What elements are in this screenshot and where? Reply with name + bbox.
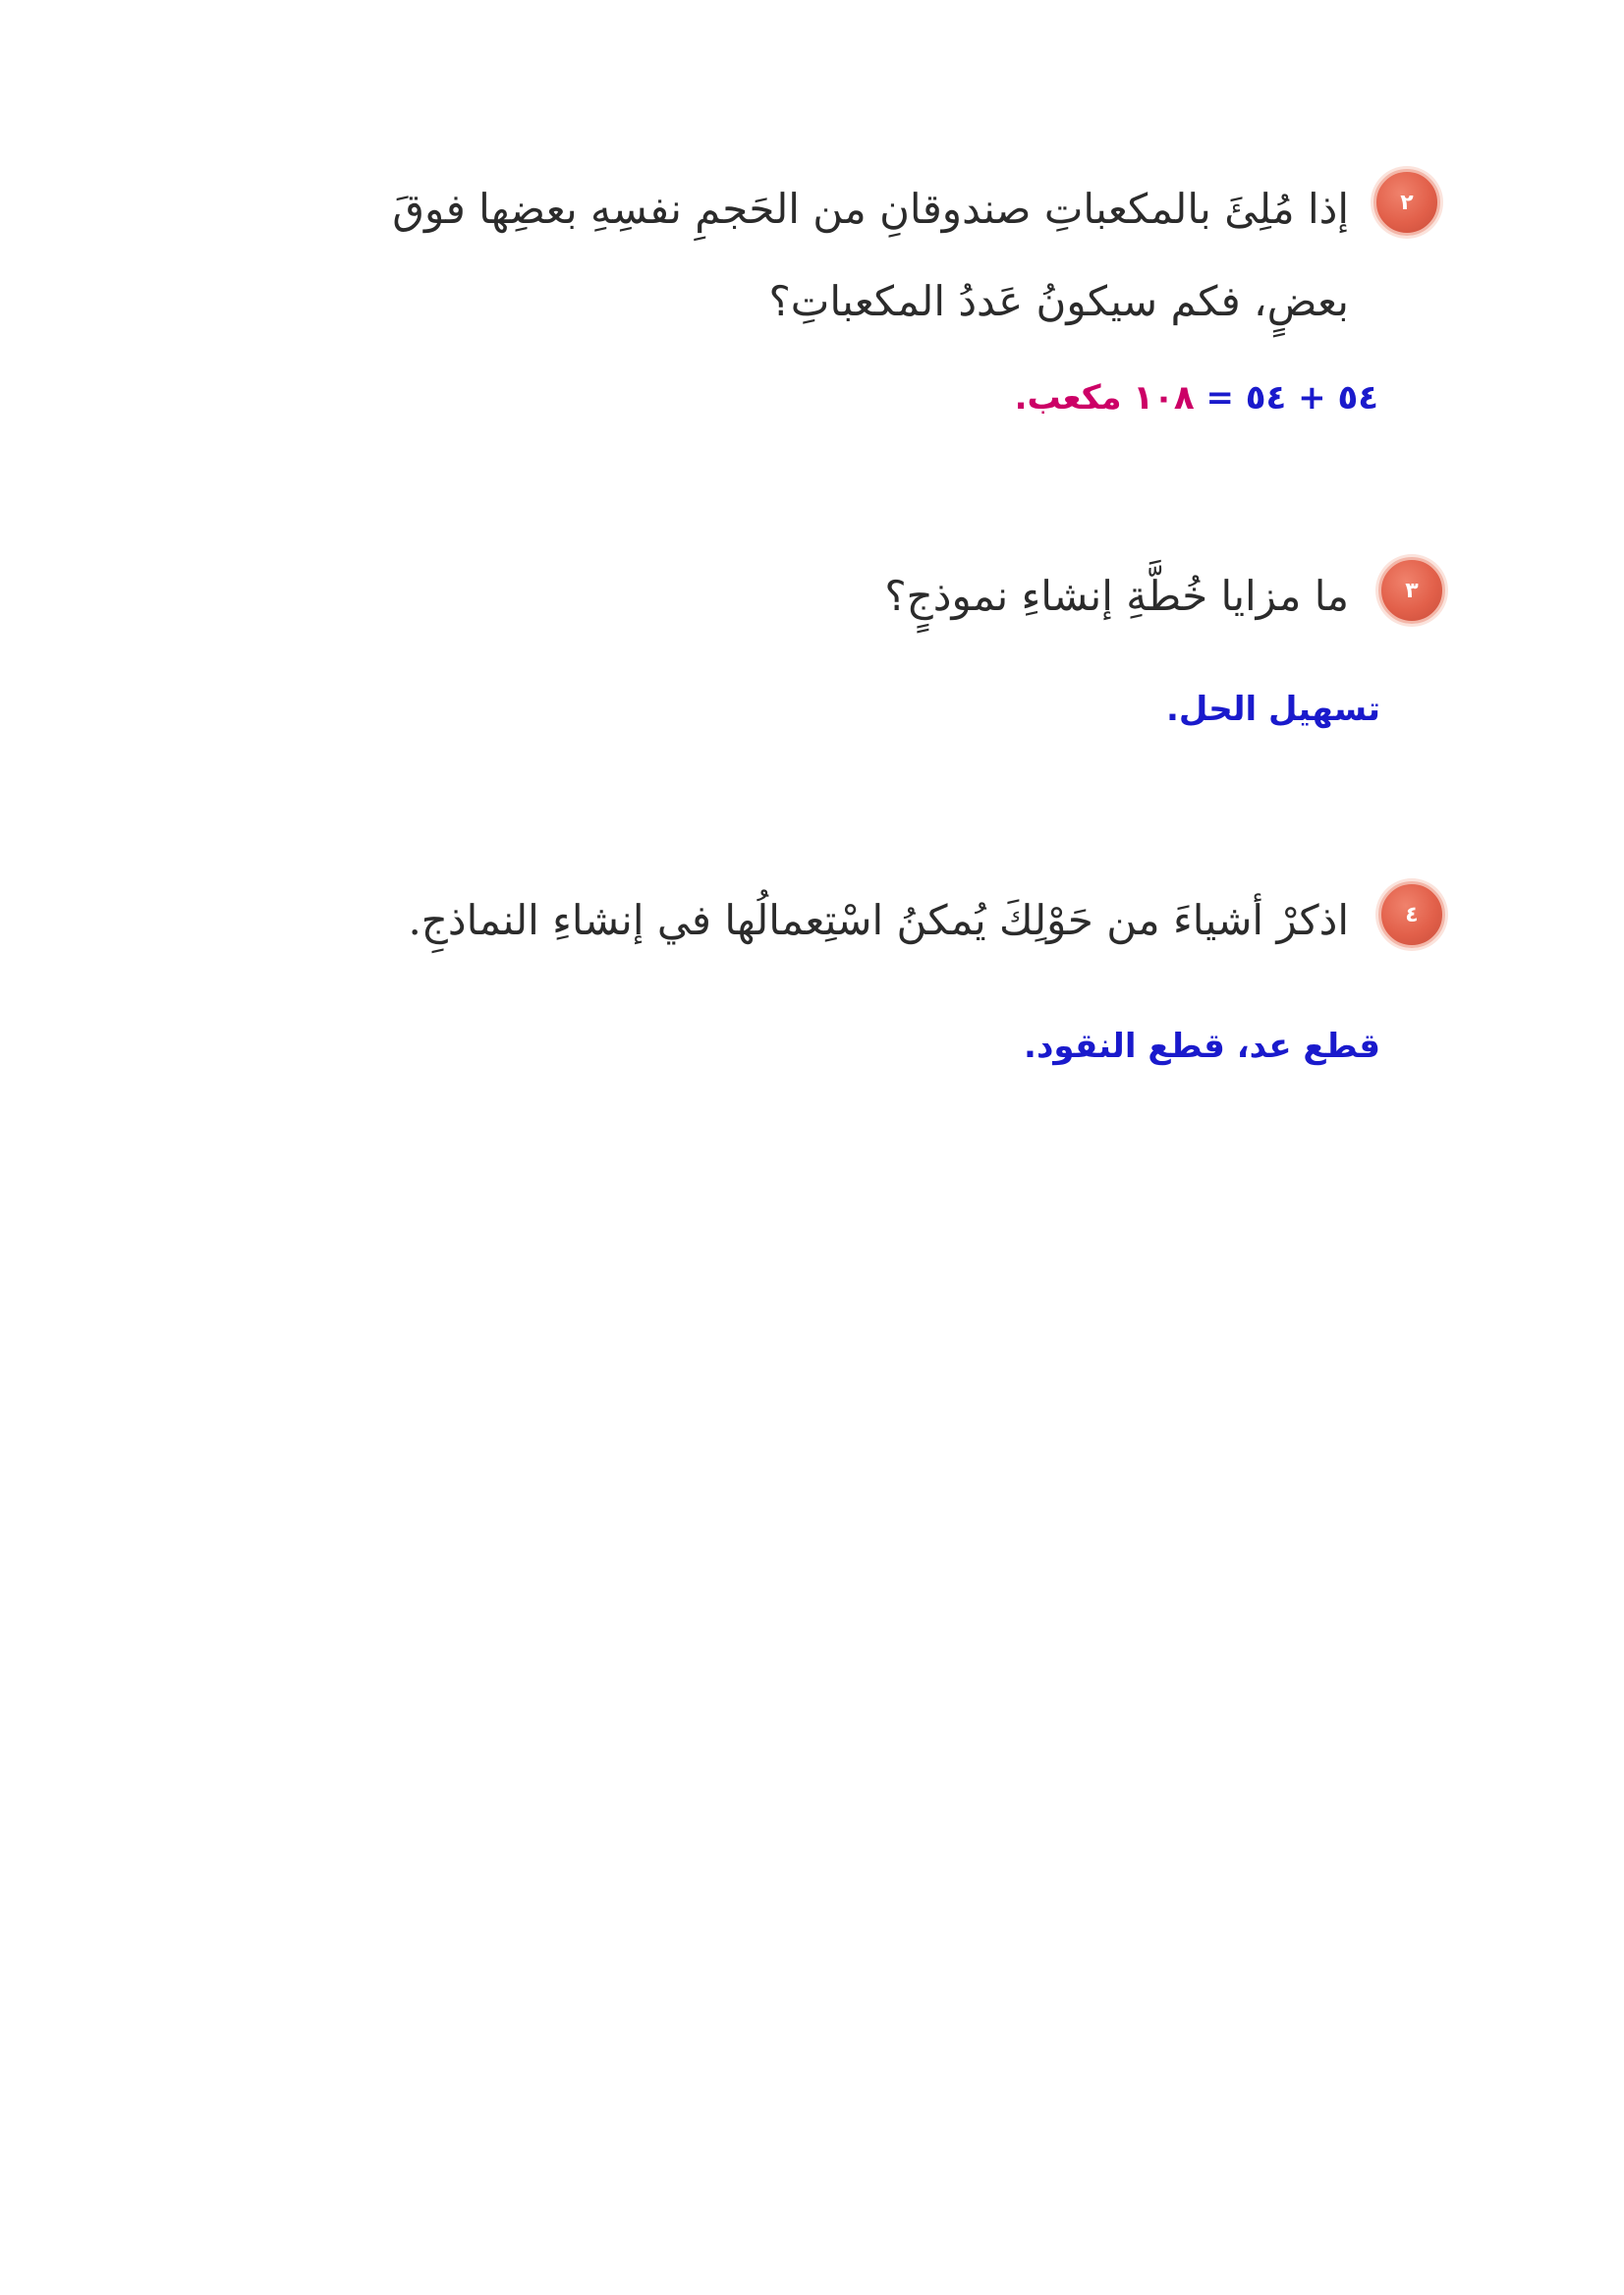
answer-result: ١٠٨ مكعب.	[1014, 378, 1195, 418]
question-number-badge: ٤	[1378, 881, 1445, 948]
question-text: إذا مُلِئَ بالمكعباتِ صندوقانِ من الحَجمِ نفسِهِ بعضِها فوقَ	[392, 185, 1349, 233]
answer-line	[1015, 378, 1378, 418]
answer-text: قطع عد، قطع النقود.	[1024, 1027, 1380, 1066]
answer-equation: ٥٤ + ٥٤ =	[1194, 378, 1378, 418]
question-text: ما مزايا خُطَّةِ إنشاءِ نموذجٍ؟	[884, 572, 1349, 620]
answer-text: تسهيل الحل.	[1165, 690, 1380, 729]
question-number-badge: ٣	[1378, 557, 1445, 624]
question-text: اذكرْ أشياءَ من حَوْلِكَ يُمكنُ اسْتِعمالُها في إنشاءِ النماذجِ.	[408, 896, 1349, 944]
question-number-badge: ٢	[1373, 169, 1440, 236]
question-text: بعضٍ، فكم سيكونُ عَددُ المكعباتِ؟	[768, 277, 1349, 325]
